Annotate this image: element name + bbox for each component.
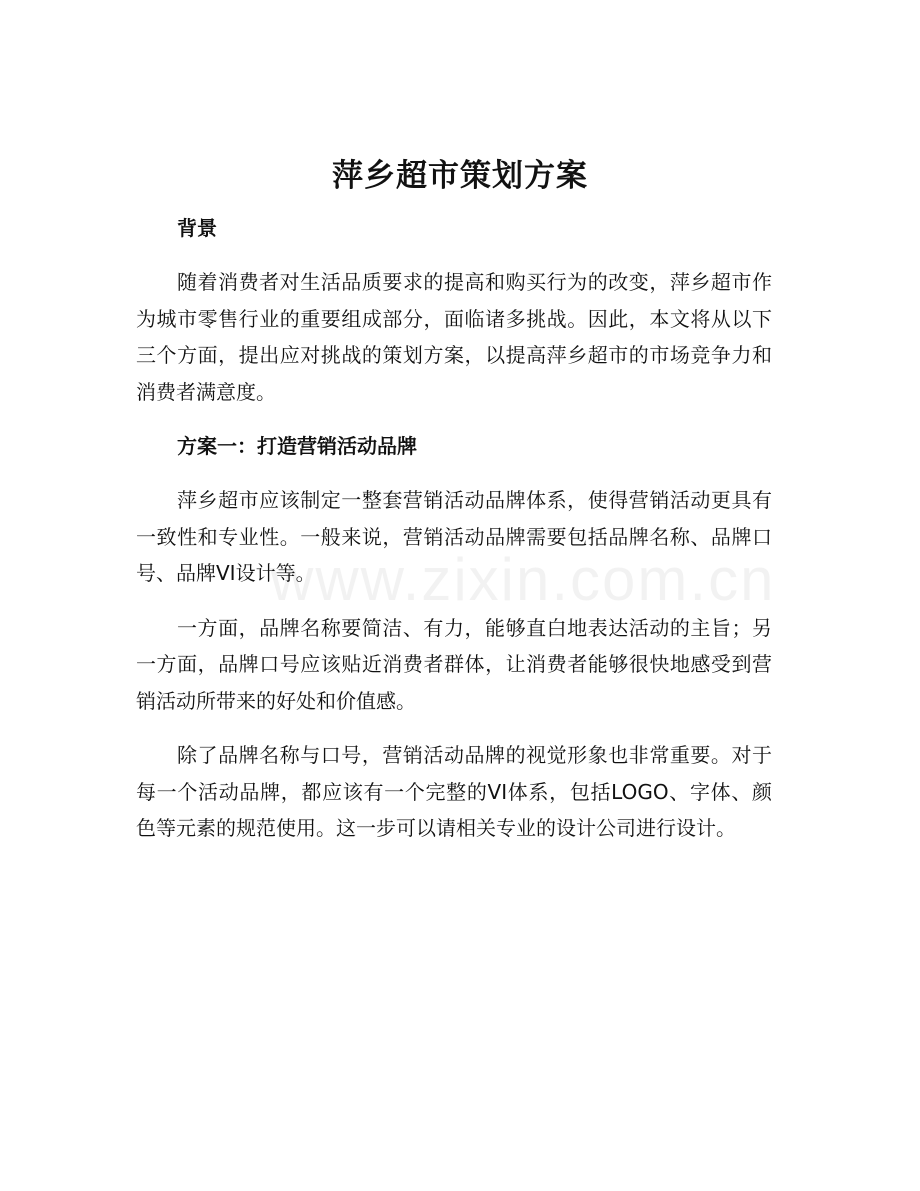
paragraph: 一方面，品牌名称要简洁、有力，能够直白地表达活动的主旨；另一方面，品牌口号应该贴近消费者群体，让消费者能够很快地感受到营销活动所带来的好处和价值感。 bbox=[136, 615, 772, 713]
watermark: www.zixin.com.cn bbox=[270, 546, 776, 613]
document-body bbox=[136, 210, 772, 865]
document-title: 萍乡超市策划方案 bbox=[332, 158, 588, 194]
paragraph: 随着消费者对生活品质要求的提高和购买行为的改变，萍乡超市作为城市零售行业的重要组成部分，面临诸多挑战。因此，本文将从以下三个方面，提出应对挑战的策划方案，以提高萍乡超市的市场竞争力和消费者满意度。 bbox=[136, 270, 772, 404]
section-plan-one bbox=[136, 428, 772, 847]
section-background bbox=[136, 210, 772, 410]
paragraph: 除了品牌名称与口号，营销活动品牌的视觉形象也非常重要。对于每一个活动品牌，都应该有一个完整的VI体系，包括LOGO、字体、颜色等元素的规范使用。这一步可以请相关专业的设计公司进行设计。 bbox=[136, 743, 772, 840]
section-heading: 方案一：打造营销活动品牌 bbox=[177, 434, 417, 458]
section-heading: 背景 bbox=[177, 216, 217, 240]
paragraph: 萍乡超市应该制定一整套营销活动品牌体系，使得营销活动更具有一致性和专业性。一般来说，营销活动品牌需要包括品牌名称、品牌口号、品牌VI设计等。 bbox=[136, 488, 772, 585]
